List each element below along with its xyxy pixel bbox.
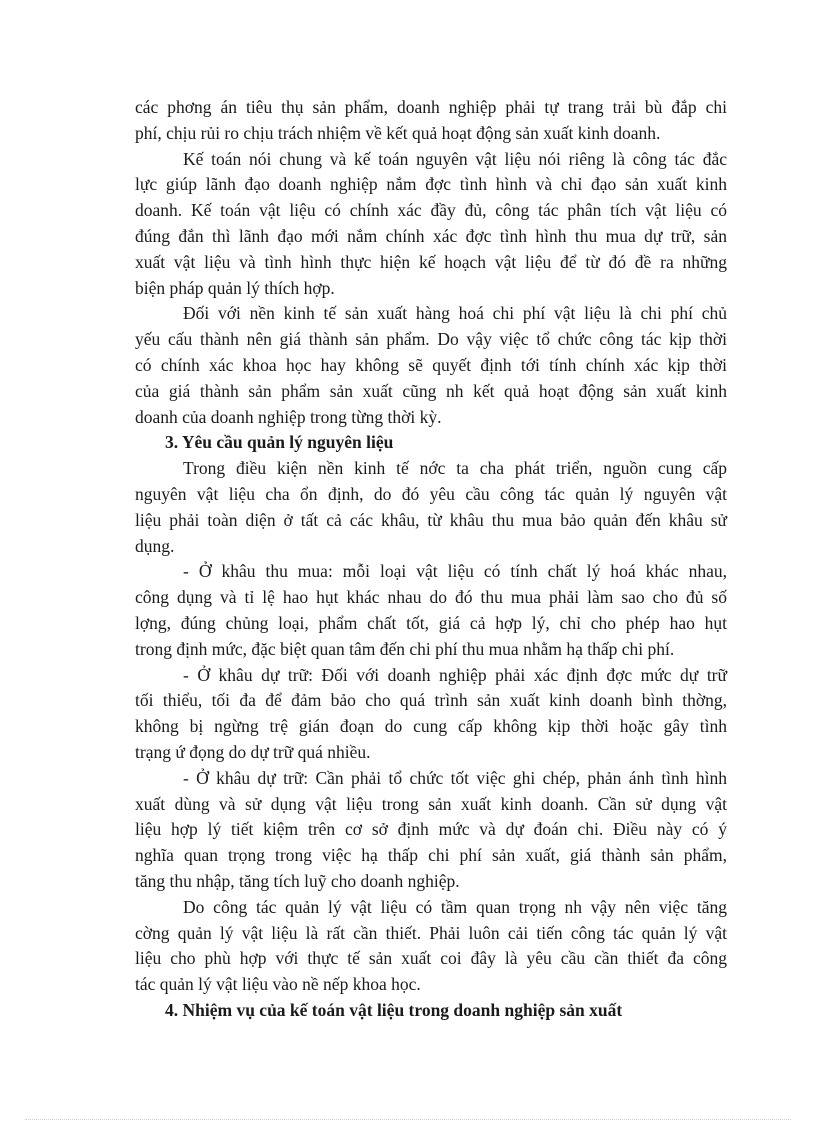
text-line: liệu hợp lý tiết kiệm trên cơ sở định mức và dự đoán chi. Điều này có ý: [135, 819, 727, 840]
paragraph: [135, 95, 727, 147]
text-line: liệu phải toàn diện ở tất cả các khâu, từ khâu thu mua bảo quản đến khâu sử: [135, 509, 727, 530]
text-line: Kế toán nói chung và kế toán nguyên vật liệu nói riêng là công tác đắc: [183, 148, 727, 169]
text-line: trong định mức, đặc biệt quan tâm đến chi phí thu mua nhằm hạ thấp chi phí.: [135, 638, 675, 659]
document-page: [135, 95, 727, 1024]
text-line: liệu cho phù hợp với thực tế sản xuất coi đây là yêu cầu cần thiết đa công: [135, 948, 727, 969]
text-line: nguyên vật liệu cha ổn định, do đó yêu cầu công tác quản lý nguyên vật: [135, 483, 727, 504]
text-line: các phơng án tiêu thụ sản phẩm, doanh nghiệp phải tự trang trải bù đắp chi: [135, 97, 727, 117]
paragraph: [135, 766, 727, 895]
text-line: Đối với nền kinh tế sản xuất hàng hoá chi phí vật liệu là chi phí chủ: [183, 303, 727, 324]
paragraph: [135, 559, 727, 662]
text-line: doanh. Kế toán vật liệu có chính xác đầy đủ, công tác phân tích vật liệu có: [135, 200, 727, 221]
text-line: tác quản lý vật liệu vào nề nếp khoa học.: [135, 974, 421, 995]
paragraph: [135, 456, 727, 559]
text-line: Do công tác quản lý vật liệu có tầm quan trọng nh vậy nên việc tăng: [183, 896, 727, 917]
text-line: xuất dùng và sử dụng vật liệu trong sản xuất kinh doanh. Cần sử dụng vật: [135, 793, 727, 814]
paragraph: [135, 895, 727, 998]
text-line: tăng thu nhập, tăng tích luỹ cho doanh nghiệp.: [135, 870, 460, 891]
text-line: có chính xác khoa học hay không sẽ quyết định tới tính chính xác kịp thời: [135, 354, 727, 375]
section-heading: 3. Yêu cầu quản lý nguyên liệu: [165, 432, 394, 453]
paragraph: [135, 663, 727, 766]
text-line: công dụng và tỉ lệ hao hụt khác nhau do đó thu mua phải làm sao cho đủ số: [135, 587, 727, 608]
text-line: - Ở khâu thu mua: mỗi loại vật liệu có tính chất lý hoá khác nhau,: [183, 561, 727, 582]
text-line: trạng ứ đọng do dự trữ quá nhiều.: [135, 741, 371, 762]
text-line: doanh của doanh nghiệp trong từng thời kỳ.: [135, 406, 442, 427]
text-line: nghĩa quan trọng trong việc hạ thấp chi phí sản xuất, giá thành sản phẩm,: [135, 845, 727, 866]
text-line: - Ở khâu dự trữ: Đối với doanh nghiệp phải xác định đợc mức dự trữ: [183, 664, 727, 685]
text-line: dụng.: [135, 535, 175, 556]
text-line: lực giúp lãnh đạo doanh nghiệp nắm đợc tình hình và chỉ đạo sản xuất kinh: [135, 174, 727, 195]
text-line: đúng đắn thì lãnh đạo mới nắm chính xác đợc tình hình thu mua dự trữ, sản: [135, 225, 727, 246]
text-line: của giá thành sản phẩm sản xuất cũng nh kết quả hoạt động sản xuất kinh: [135, 380, 727, 401]
text-line: phí, chịu rủi ro chịu trách nhiệm về kết quả hoạt động sản xuất kinh doanh.: [135, 122, 661, 143]
text-line: tối thiểu, tối đa để đảm bảo cho quá trình sản xuất kinh doanh bình thờng,: [135, 690, 727, 711]
text-line: - Ở khâu dự trữ: Cần phải tổ chức tốt việc ghi chép, phản ánh tình hình: [183, 767, 727, 788]
text-line: không bị ngừng trệ gián đoạn do cung cấp không kịp thời hoặc gây tình: [135, 716, 727, 737]
text-line: cờng quản lý vật liệu là rất cần thiết. Phải luôn cải tiến công tác quản lý vật: [135, 922, 727, 943]
text-line: lợng, đúng chủng loại, phẩm chất tốt, giá cả hợp lý, chỉ cho phép hao hụt: [135, 612, 727, 633]
text-line: xuất vật liệu và tình hình thực hiện kế hoạch vật liệu để từ đó đề ra những: [135, 251, 727, 272]
text-line: yếu cấu thành nên giá thành sản phẩm. Do vậy việc tổ chức công tác kịp thời: [135, 329, 727, 350]
page-bottom-rule: [25, 1119, 791, 1120]
paragraph: [135, 147, 727, 302]
paragraph: [135, 301, 727, 430]
text-line: Trong điều kiện nền kinh tế nớc ta cha phát triển, nguồn cung cấp: [183, 458, 727, 479]
text-line: biện pháp quản lý thích hợp.: [135, 277, 335, 298]
section-heading: 4. Nhiệm vụ của kế toán vật liệu trong doanh nghiệp sản xuất: [165, 999, 623, 1020]
